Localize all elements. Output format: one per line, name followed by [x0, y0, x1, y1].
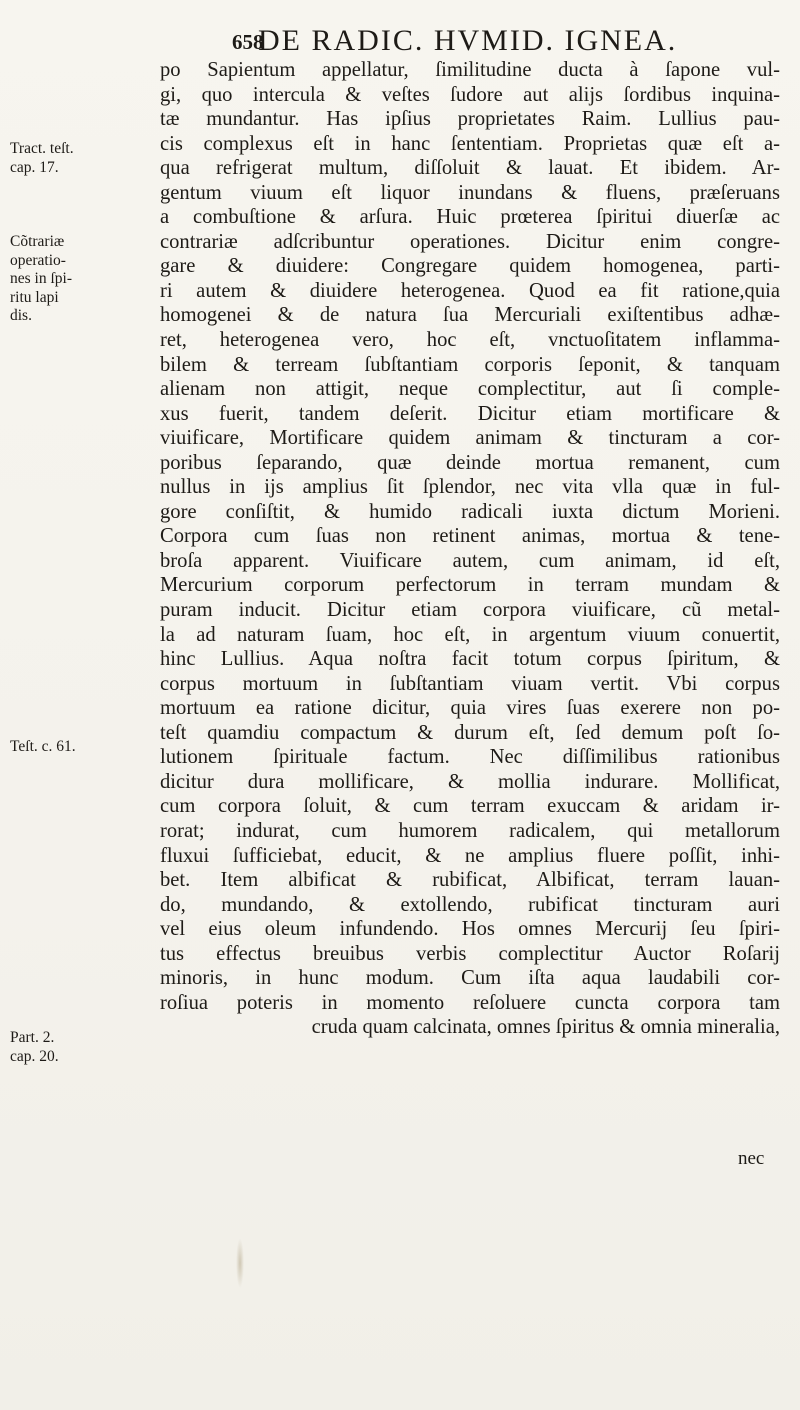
text-line: homogenei & de natura ſua Mercuriali exiſtentibus adhæ-: [160, 304, 780, 327]
page-number: 658: [232, 30, 264, 54]
text-line: gore conſiſtit, & humido radicali iuxta dictum Morieni.: [160, 500, 780, 523]
margin-note-line: cap. 20.: [10, 1047, 59, 1065]
text-line: cruda quam calcinata, omnes ſpiritus & omnia mineralia,: [311, 1016, 780, 1039]
text-line: broſa apparent. Viuificare autem, cum animam, id eſt,: [160, 549, 780, 572]
text-line: cum corpora ſoluit, & cum terram exuccam & aridam ir-: [160, 795, 780, 818]
margin-note-line: Teſt. c. 61.: [10, 738, 76, 755]
text-line: puram inducit. Dicitur etiam corpora viuificare, cũ metal-: [160, 599, 780, 622]
text-line: tæ mundantur. Has ipſius proprietates Raim. Lullius pau-: [160, 108, 780, 131]
margin-note-line: nes in ſpi-: [10, 270, 72, 287]
margin-note-line: operatio-: [10, 251, 66, 269]
body-text: [160, 58, 780, 1040]
text-line: dicitur dura mollificare, & mollia indurare. Mollificat,: [160, 770, 780, 793]
text-line: rorat; indurat, cum humorem radicalem, qui metallorum: [160, 819, 780, 842]
text-line: bilem & terream ſubſtantiam corporis ſeponit, & tanquam: [160, 353, 780, 376]
margin-note-test-c61: [10, 738, 76, 757]
text-line: fluxui ſufficiebat, educit, & ne amplius fluere poſſit, inhi-: [160, 844, 780, 867]
text-line: corpus mortuum in ſubſtantiam viuam vertit. Vbi corpus: [160, 672, 780, 695]
margin-note-line: cap. 17.: [10, 158, 59, 176]
text-line: Corpora cum ſuas non retinent animas, mortua & tene-: [160, 525, 780, 548]
text-line: qua refrigerat multum, diſſoluit & lauat. Et ibidem. Ar-: [160, 157, 780, 180]
text-line: minoris, in hunc modum. Cum iſta aqua laudabili cor-: [160, 967, 780, 990]
text-line: la ad naturam ſuam, hoc eſt, in argentum viuum conuertit,: [160, 623, 780, 646]
margin-note-cotrariae: [10, 233, 72, 326]
margin-note-line: ritu lapi: [10, 288, 59, 306]
margin-note-line: dis.: [10, 307, 32, 324]
text-line: alienam non attigit, neque complectitur, aut ſi comple-: [160, 378, 780, 401]
text-line: mortuum ea ratione dicitur, quia vires ſuas exerere non po-: [160, 697, 780, 720]
running-head: DE RADIC. HVMID. IGNEA.: [258, 24, 678, 57]
text-line: lutionem ſpirituale factum. Nec diſſimilibus rationibus: [160, 746, 780, 769]
text-line: gentum viuum eſt liquor inundans & fluens, præſeruans: [160, 181, 780, 204]
text-line: contrariæ adſcribuntur operationes. Dicitur enim congre-: [160, 230, 780, 253]
text-line: ret, heterogenea vero, hoc eſt, vnctuoſitatem inflamma-: [160, 329, 780, 352]
text-line: gi, quo intercula & veſtes ſudore aut alijs ſordibus inquina-: [160, 83, 780, 106]
text-line: do, mundando, & extollendo, rubificat tincturam auri: [160, 893, 780, 916]
text-line: tus effectus breuibus verbis complectitur Auctor Roſarij: [160, 942, 780, 965]
text-line: poribus ſeparando, quæ deinde mortua remanent, cum: [160, 451, 780, 474]
text-line: teſt quamdiu compactum & durum eſt, ſed demum poſt ſo-: [160, 721, 780, 744]
text-line: bet. Item albificat & rubificat, Albificat, terram lauan-: [160, 869, 780, 892]
text-line: viuificare, Mortificare quidem animam & tincturam a cor-: [160, 427, 780, 450]
text-line: Mercurium corporum perfectorum in terram mundam &: [160, 574, 780, 597]
catchword: nec: [738, 1148, 765, 1169]
margin-note-tract-test: [10, 140, 74, 177]
text-line: hinc Lullius. Aqua noſtra facit totum corpus ſpiritum, &: [160, 648, 780, 671]
text-line: a combuſtione & arſura. Huic prœterea ſpiritui diuerſæ ac: [160, 206, 780, 229]
margin-note-line: Part. 2.: [10, 1029, 55, 1046]
margin-note-line: Tract. teſt.: [10, 140, 74, 157]
text-line: gare & diuidere: Congregare quidem homogenea, parti-: [160, 255, 780, 278]
text-line: ri autem & diuidere heterogenea. Quod ea fit ratione,quia: [160, 279, 780, 302]
text-line: xus fuerit, tandem deſerit. Dicitur etiam mortificare &: [160, 402, 780, 425]
text-line: nullus in ijs amplius ſit ſplendor, nec vita vlla quæ in ful-: [160, 476, 780, 499]
text-line: cis complexus eſt in hanc ſententiam. Proprietas quæ eſt a-: [160, 132, 780, 155]
text-line: vel eius oleum infundendo. Hos omnes Mercurij ſeu ſpiri-: [160, 918, 780, 941]
margin-note-line: Cõtrariæ: [10, 233, 65, 250]
margin-note-part-2: [10, 1029, 59, 1066]
text-line: po Sapientum appellatur, ſimilitudine ducta à ſapone vul-: [160, 59, 780, 81]
ink-stain: [236, 1238, 244, 1288]
text-line: roſiua poteris in momento reſoluere cuncta corpora tam: [160, 991, 780, 1014]
